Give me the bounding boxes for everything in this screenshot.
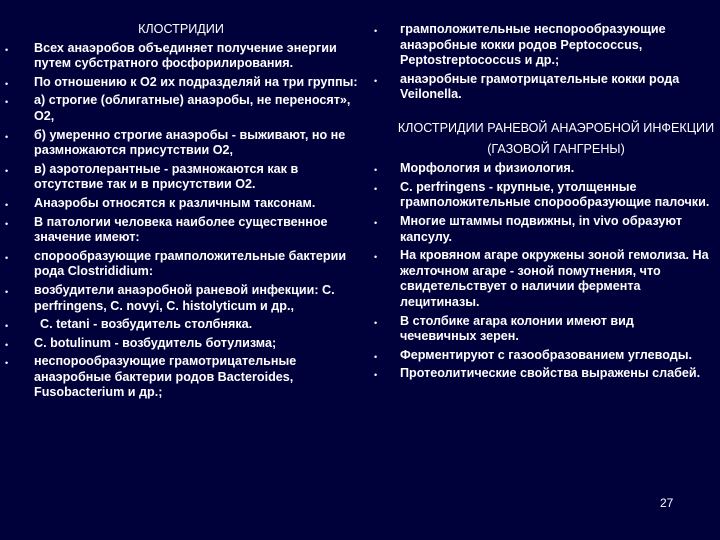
list-item (362, 348, 720, 364)
bullet-icon: • (5, 286, 9, 297)
list-item (0, 317, 362, 333)
list-item-text: в) аэротолерантные - размножаются как в отсутствие так и в присутствии О2. (34, 161, 299, 192)
section-heading: КЛОСТРИДИИ РАНЕВОЙ АНАЭРОБНОЙ ИНФЕКЦИИ (397, 120, 715, 135)
bullet-icon: • (5, 321, 9, 332)
bullet-icon: • (5, 165, 9, 176)
list-item-text: По отношению к О2 их подразделяй на три группы: (34, 74, 358, 89)
bullet-icon: • (5, 97, 9, 108)
list-item (0, 249, 362, 280)
list-item-text: возбудители анаэробной раневой инфекции: C. perfringens, C. novyi, C. histolyticum и др., (34, 282, 335, 313)
list-item-text: спорообразующие грамположительные бактерии рода Clostrididium: (34, 248, 347, 279)
list-item (0, 128, 362, 159)
bullet-icon: • (374, 75, 378, 86)
bullet-icon: • (5, 218, 9, 229)
left-title: КЛОСТРИДИИ (138, 22, 224, 36)
list-item (362, 214, 720, 245)
bullet-icon: • (5, 131, 9, 142)
bullet-icon: • (5, 44, 9, 55)
list-item (362, 180, 720, 211)
bullet-icon: • (5, 78, 9, 89)
bullet-icon: • (374, 351, 378, 362)
list-item-text: Протеолитические свойства выражены слабей. (400, 366, 701, 381)
bullet-icon: • (5, 252, 9, 263)
list-item-text: C. botulinum - возбудитель ботулизма; (34, 335, 277, 350)
list-item-text: В патологии человека наиболее существенное значение имеют: (34, 214, 328, 245)
right-bullet-list (362, 161, 720, 382)
list-item-text: б) умеренно строгие анаэробы - выживают, но не размножаются присутствии О2, (34, 127, 346, 158)
list-item-text: C. perfringens - крупные, утолщенные грамположительные спорообразующие палочки. (400, 179, 710, 210)
bullet-icon: • (374, 252, 378, 263)
list-item-text: В столбике агара колонии имеют вид чечевичных зерен. (400, 313, 634, 344)
list-item (0, 354, 362, 401)
list-item-text: неспорообразующие грамотрицательные анаэробные бактерии родов Bacteroides, Fusobacterium и др.; (34, 354, 297, 400)
list-item (0, 93, 362, 124)
list-item (362, 72, 720, 103)
list-item-text: а) строгие (облигатные) анаэробы, не переносят», О2, (34, 93, 351, 123)
right-top-list (362, 22, 720, 103)
bullet-icon: • (374, 26, 378, 36)
bullet-icon: • (374, 217, 378, 228)
bullet-icon: • (374, 370, 378, 381)
list-item-text: Ферментируют с газообразованием углеводы. (400, 347, 692, 362)
list-item-text: Многие штаммы подвижны, in vivo образуют капсулу. (400, 213, 683, 244)
page-number: 27 (660, 496, 674, 510)
list-item (0, 336, 362, 352)
bullet-icon: • (5, 358, 9, 369)
list-item-text: Морфология и физиология. (400, 161, 575, 176)
bullet-icon: • (374, 183, 378, 194)
list-item-text: Всех анаэробов объединяет получение энергии путем субстратного фосфорилирования. (34, 40, 337, 71)
bullet-icon: • (5, 199, 9, 210)
left-column (0, 0, 362, 401)
list-item (0, 41, 362, 72)
list-item (0, 196, 362, 212)
bullet-icon: • (374, 317, 378, 328)
list-item (362, 366, 720, 382)
list-item (0, 283, 362, 314)
bullet-icon: • (374, 165, 378, 176)
bullet-icon: • (5, 339, 9, 350)
list-item-text: C. tetani - возбудитель столбняка. (40, 317, 253, 332)
left-bullet-list (0, 41, 362, 401)
list-item (362, 161, 720, 177)
list-item (0, 162, 362, 193)
section-subheading: (ГАЗОВОЙ ГАНГРЕНЫ) (487, 141, 625, 156)
list-item (362, 248, 720, 310)
list-item (362, 314, 720, 345)
list-item-text: анаэробные грамотрицательные кокки рода Veilonella. (400, 71, 680, 102)
right-column (362, 0, 720, 382)
list-item (0, 75, 362, 91)
list-item-text: Анаэробы относятся к различным таксонам. (34, 195, 316, 210)
list-item-text: грамположительные неспорообразующие анаэробные кокки родов Peptococcus, Peptostreptococcus и др.; (400, 22, 666, 68)
list-item (0, 215, 362, 246)
list-item (362, 22, 720, 69)
list-item-text: На кровяном агаре окружены зоной гемолиза. На желточном агаре - зоной помутнения, что свидетельствует о наличии фермента лецитиназы. (400, 248, 709, 309)
